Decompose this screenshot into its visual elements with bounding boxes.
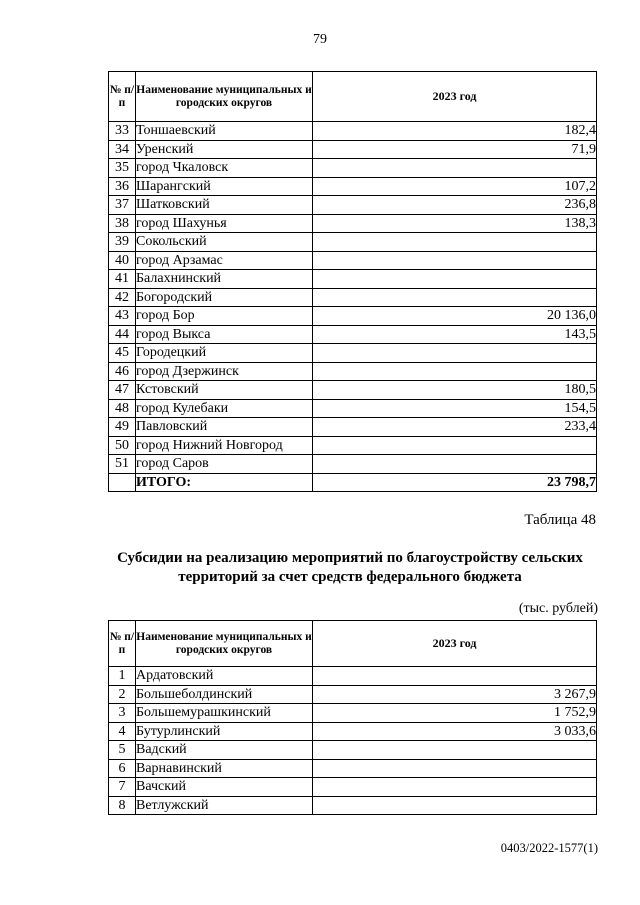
municipality-name: город Выкса: [136, 325, 313, 344]
table-row: [109, 325, 597, 344]
amount-value: 107,2: [313, 177, 597, 196]
municipality-name: город Арзамас: [136, 251, 313, 270]
table-row: [109, 741, 597, 760]
header-year: 2023 год: [313, 72, 597, 122]
amount-value: 138,3: [313, 214, 597, 233]
municipality-name: Большемурашкинский: [136, 704, 313, 723]
row-number: 37: [109, 196, 136, 215]
amount-value: [313, 270, 597, 289]
row-number: 7: [109, 778, 136, 797]
amount-value: 20 136,0: [313, 307, 597, 326]
municipality-name: Уренский: [136, 140, 313, 159]
amount-value: [313, 233, 597, 252]
amount-value: 143,5: [313, 325, 597, 344]
total-row: [109, 473, 597, 492]
table-row: [109, 722, 597, 741]
table-row: [109, 196, 597, 215]
page-number: 79: [313, 32, 327, 47]
amount-value: [313, 759, 597, 778]
amount-value: [313, 436, 597, 455]
table-body: [109, 122, 597, 474]
municipality-name: Кстовский: [136, 381, 313, 400]
municipality-name: Ветлужский: [136, 796, 313, 815]
total-label: ИТОГО:: [136, 473, 313, 492]
municipality-name: Богородский: [136, 288, 313, 307]
amount-value: 182,4: [313, 122, 597, 141]
row-number: 33: [109, 122, 136, 141]
table-row: [109, 436, 597, 455]
municipality-name: город Дзержинск: [136, 362, 313, 381]
municipality-name: Павловский: [136, 418, 313, 437]
table-header-row: [109, 72, 597, 122]
table-row: [109, 177, 597, 196]
header-num: № п/п: [109, 72, 136, 122]
municipality-name: город Бор: [136, 307, 313, 326]
row-number: 40: [109, 251, 136, 270]
municipality-name: Шарангский: [136, 177, 313, 196]
table-row: [109, 381, 597, 400]
row-number: 50: [109, 436, 136, 455]
header-name: Наименование муниципальных и городских округов: [136, 72, 313, 122]
table-row: [109, 122, 597, 141]
header-name: Наименование муниципальных и городских округов: [136, 621, 313, 667]
subsidy-table-continued: [108, 71, 597, 492]
total-value: 23 798,7: [313, 473, 597, 492]
table-row: [109, 288, 597, 307]
row-number: 41: [109, 270, 136, 289]
header-num: № п/п: [109, 621, 136, 667]
row-number: 48: [109, 399, 136, 418]
header-year: 2023 год: [313, 621, 597, 667]
amount-value: [313, 251, 597, 270]
row-number: 43: [109, 307, 136, 326]
amount-value: [313, 741, 597, 760]
municipality-name: Варнавинский: [136, 759, 313, 778]
table-header-row: [109, 621, 597, 667]
municipality-name: город Шахунья: [136, 214, 313, 233]
amount-value: [313, 455, 597, 474]
units-label: (тыс. рублей): [518, 601, 598, 616]
municipality-name: Тоншаевский: [136, 122, 313, 141]
amount-value: 180,5: [313, 381, 597, 400]
table-row: [109, 704, 597, 723]
municipality-name: город Чкаловск: [136, 159, 313, 178]
table-row: [109, 667, 597, 686]
row-number: 36: [109, 177, 136, 196]
row-number: 49: [109, 418, 136, 437]
row-number: 39: [109, 233, 136, 252]
table-row: [109, 399, 597, 418]
municipality-name: Ардатовский: [136, 667, 313, 686]
table-caption: Таблица 48: [524, 512, 596, 528]
table-row: [109, 270, 597, 289]
amount-value: [313, 796, 597, 815]
row-number: 3: [109, 704, 136, 723]
table-body: [109, 667, 597, 815]
amount-value: 154,5: [313, 399, 597, 418]
total-num-cell: [109, 473, 136, 492]
amount-value: 1 752,9: [313, 704, 597, 723]
row-number: 38: [109, 214, 136, 233]
table-row: [109, 455, 597, 474]
section-title: Субсидии на реализацию мероприятий по благоустройству сельских территорий за счет средств федерального бюджета: [117, 550, 583, 585]
amount-value: 3 033,6: [313, 722, 597, 741]
table-row: [109, 140, 597, 159]
table-row: [109, 796, 597, 815]
table-row: [109, 159, 597, 178]
row-number: 45: [109, 344, 136, 363]
amount-value: [313, 344, 597, 363]
row-number: 46: [109, 362, 136, 381]
row-number: 42: [109, 288, 136, 307]
table-row: [109, 362, 597, 381]
table-row: [109, 418, 597, 437]
amount-value: [313, 667, 597, 686]
table-row: [109, 344, 597, 363]
row-number: 44: [109, 325, 136, 344]
row-number: 4: [109, 722, 136, 741]
subsidy-table-48: [108, 620, 597, 815]
row-number: 51: [109, 455, 136, 474]
municipality-name: Городецкий: [136, 344, 313, 363]
table-row: [109, 759, 597, 778]
row-number: 2: [109, 685, 136, 704]
municipality-name: Вадский: [136, 741, 313, 760]
amount-value: [313, 362, 597, 381]
table-row: [109, 233, 597, 252]
amount-value: [313, 159, 597, 178]
table-row: [109, 685, 597, 704]
municipality-name: Вачский: [136, 778, 313, 797]
row-number: 5: [109, 741, 136, 760]
row-number: 34: [109, 140, 136, 159]
table-row: [109, 307, 597, 326]
amount-value: 236,8: [313, 196, 597, 215]
municipality-name: Балахнинский: [136, 270, 313, 289]
municipality-name: город Кулебаки: [136, 399, 313, 418]
table-row: [109, 778, 597, 797]
municipality-name: Большеболдинский: [136, 685, 313, 704]
row-number: 47: [109, 381, 136, 400]
row-number: 6: [109, 759, 136, 778]
table-row: [109, 214, 597, 233]
amount-value: [313, 288, 597, 307]
row-number: 1: [109, 667, 136, 686]
municipality-name: Бутурлинский: [136, 722, 313, 741]
municipality-name: Шатковский: [136, 196, 313, 215]
municipality-name: Сокольский: [136, 233, 313, 252]
document-code: 0403/2022-1577(1): [500, 841, 598, 855]
table-row: [109, 251, 597, 270]
municipality-name: город Саров: [136, 455, 313, 474]
amount-value: 71,9: [313, 140, 597, 159]
row-number: 8: [109, 796, 136, 815]
amount-value: 233,4: [313, 418, 597, 437]
amount-value: [313, 778, 597, 797]
municipality-name: город Нижний Новгород: [136, 436, 313, 455]
amount-value: 3 267,9: [313, 685, 597, 704]
row-number: 35: [109, 159, 136, 178]
